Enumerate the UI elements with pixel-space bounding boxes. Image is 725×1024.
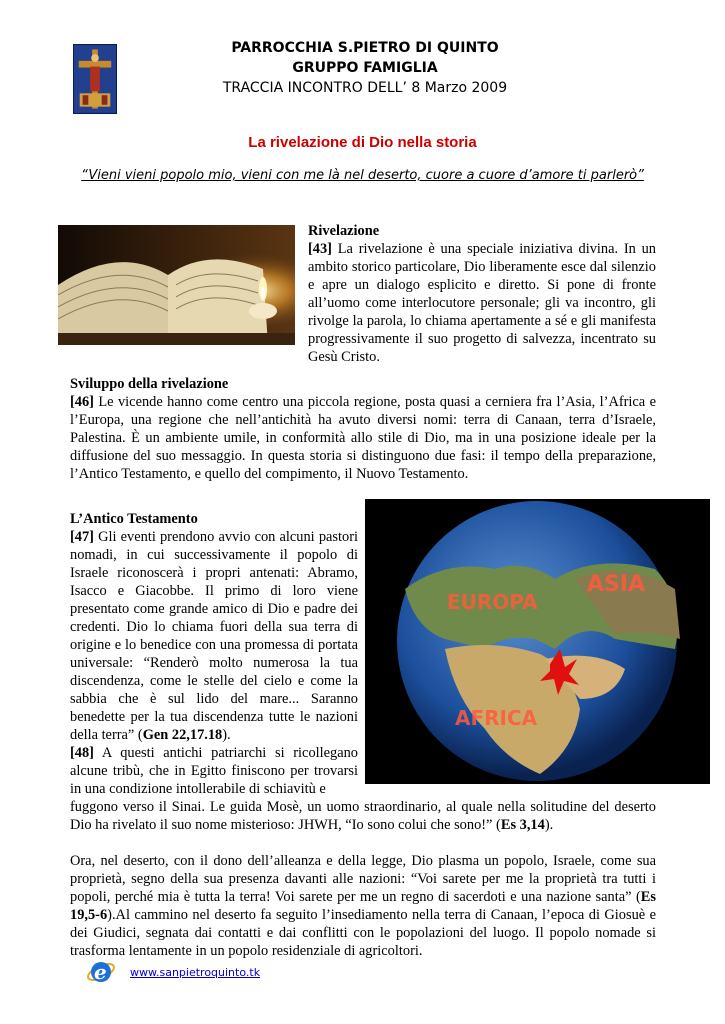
label-asia: ASIA [587, 572, 646, 597]
parish-logo [73, 44, 117, 114]
paragraph-text: A questi antichi patriarchi si ricollegano alcune tribù, che in Egitto finiscono per trovarsi in una condizione intollerabile di schiavitù e [70, 745, 358, 797]
group-name: GRUPPO FAMIGLIA [292, 60, 438, 76]
bible-reference: Es 3,14 [500, 817, 545, 833]
paragraph-48-part2 [70, 798, 656, 834]
paragraph-end: ). [222, 727, 231, 743]
section-heading: L’Antico Testamento [70, 511, 198, 527]
section-sviluppo [70, 375, 656, 483]
crucifix-icon [74, 45, 116, 113]
bible-candle-image [58, 225, 295, 345]
svg-text:e: e [94, 960, 107, 984]
paragraph-number: [47] [70, 529, 94, 545]
label-africa: AFRICA [455, 706, 538, 730]
paragraph-text: Ora, nel deserto, con il dono dell’alleanza e della legge, Dio plasma un popolo, Israele, come sua proprietà, segno della sua presenza davanti alle nazioni: “Voi sarete per me la proprietà tra tutti i popoli, perché mia è tutta la terra! Voi sarete per me un regno di sacerdoti e una nazione santa” ( [70, 853, 656, 905]
section-heading: Sviluppo della rivelazione [70, 376, 229, 392]
opening-quote: “Vieni vieni popolo mio, vieni con me là nel deserto, cuore a cuore d’amore ti parlerò” [81, 168, 644, 183]
paragraph-number: [48] [70, 745, 94, 761]
paragraph-48-part1 [70, 744, 358, 798]
section-rivelazione [308, 222, 656, 366]
paragraph-end: ). [544, 817, 554, 833]
paragraph-ora [70, 852, 656, 960]
meeting-date: TRACCIA INCONTRO DELL’ 8 Marzo 2009 [222, 80, 508, 96]
paragraph-text: Le vicende hanno come centro una piccola regione, posta quasi a cerniera fra l’Asia, l’Africa e l’Europa, una regione che nell’antichità ha avuto diversi nomi: terra di Canaan, terra d’Israele, Palestina. È un ambiente umile, in conformità allo stile di Dio, ma in una posizione ideale per la diffusione del suo messaggio. In questa storia si distinguono due fasi: il tempo della preparazione, l’Antico Testamento, e quello del compimento, il Nuovo Testamento. [70, 394, 656, 482]
globe-map-image [365, 499, 710, 784]
paragraph-number: [43] [308, 241, 332, 257]
website-link[interactable]: www.sanpietroquinto.tk [130, 966, 261, 979]
document-header [130, 38, 600, 98]
bible-reference: Es 19,5-6 [70, 889, 656, 923]
document-title: La rivelazione di Dio nella storia [248, 134, 477, 151]
bible-reference: Gen 22,17.18 [142, 727, 223, 743]
paragraph-text-cont: ).Al cammino nel deserto fa seguito l’insediamento nella terra di Canaan, l’epoca di Giosuè e dei Giudici, segnata dai contatti e dai conflitti con le popolazioni del luogo. Il popolo nomade si trasforma lentamente in un popolo residenziale di agricoltori. [70, 907, 656, 959]
internet-explorer-icon [86, 958, 116, 986]
paragraph-text: La rivelazione è una speciale iniziativa divina. In un ambito storico particolare, Dio liberamente esce dal silenzio e apre un dialogo esplicito e diretto. Si pone di fronte all’uomo come interlocutore personale; gli va incontro, gli rivolge la parola, lo chiama apertamente a sé e gli manifesta progressivamente il suo progetto di salvezza, incentrato su Gesù Cristo. [308, 241, 656, 365]
label-europa: EUROPA [447, 590, 538, 614]
section-antico-testamento [70, 510, 358, 744]
paragraph-text: fuggono verso il Sinai. Le guida Mosè, un uomo straordinario, al quale nella solitudine del deserto Dio ha rivelato il suo nome misterioso: JHWH, “Io sono colui che sono!” ( [70, 799, 656, 833]
paragraph-number: [46] [70, 394, 94, 410]
parish-name: PARROCCHIA S.PIETRO DI QUINTO [231, 40, 499, 56]
paragraph-text: Gli eventi prendono avvio con alcuni pastori nomadi, in cui successivamente il popolo di Israele riconoscerà i propri antenati: Abramo, Isacco e Giacobbe. Il primo di loro viene presentato come grande amico di Dio e padre dei credenti. Dio lo chiama fuori della sua terra di origine e lo benedice con una promessa di portata universale: “Renderò molto numerosa la tua discendenza, come le stelle del cielo e come la sabbia che è sul lido del mare... Saranno benedette per la tua discendenza tutte le nazioni della terra” ( [70, 529, 358, 743]
section-heading: Rivelazione [308, 223, 380, 239]
